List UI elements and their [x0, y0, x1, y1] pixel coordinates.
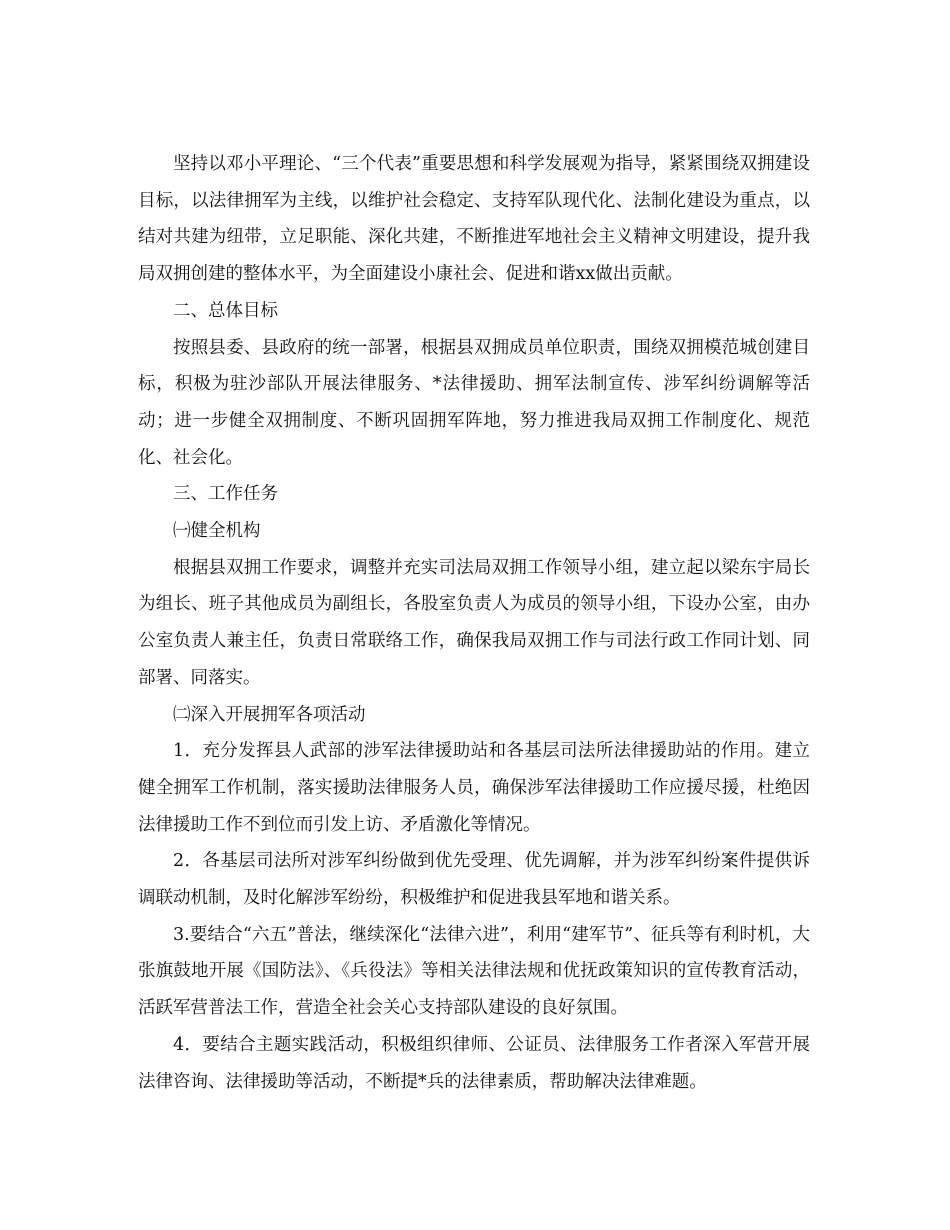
document-body: [138, 146, 810, 1100]
subheading-organization: ㈠健全机构: [173, 521, 261, 542]
paragraph-overall-goals: 按照县委、县政府的统一部署，根据县双拥成员单位职责，围绕双拥模范城创建目标，积极为驻沙部队开展法律服务、*法律援助、拥军法制宣传、涉军纠纷调解等活动；进一步健全双拥制度、不断巩固拥军阵地，努力推进我局双拥工作制度化、规范化、社会化。: [138, 337, 810, 468]
subheading-activities: ㈡深入开展拥军各项活动: [173, 704, 366, 725]
paragraph-organization: 根据县双拥工作要求，调整并充实司法局双拥工作领导小组，建立起以梁东宇局长为组长、班子其他成员为副组长，各股室负责人为成员的领导小组，下设办公室，由办公室负责人兼主任，负责日常联络工作，确保我局双拥工作与司法行政工作同计划、同部署、同落实。: [138, 557, 810, 688]
paragraph-guiding-ideology: 坚持以邓小平理论、“三个代表”重要思想和科学发展观为指导，紧紧围绕双拥建设目标，以法律拥军为主线，以维护社会稳定、支持军队现代化、法制化建设为重点，以结对共建为纽带，立足职能、深化共建，不断推进军地社会主义精神文明建设，提升我局双拥创建的整体水平，为全面建设小康社会、促进和谐xx做出贡献。: [138, 154, 810, 285]
list-item-4: 4．要结合主题实践活动，积极组织律师、公证员、法律服务工作者深入军营开展法律咨询、法律援助等活动，不断提*兵的法律素质，帮助解决法律难题。: [138, 1034, 810, 1092]
list-item-3: 3.要结合“六五”普法，继续深化“法律六进”，利用“建军节”、征兵等有利时机，大张旗鼓地开展《国防法》、《兵役法》等相关法律法规和优抚政策知识的宣传教育活动，活跃军营普法工作，营造全社会关心支持部队建设的良好氛围。: [138, 924, 810, 1019]
list-item-1: 1．充分发挥县人武部的涉军法律援助站和各基层司法所法律援助站的作用。建立健全拥军工作机制，落实援助法律服务人员，确保涉军法律援助工作应援尽援，杜绝因法律援助工作不到位而引发上访、矛盾激化等情况。: [138, 741, 810, 835]
heading-work-tasks: 三、工作任务: [173, 484, 278, 505]
list-item-2: 2．各基层司法所对涉军纠纷做到优先受理、优先调解，并为涉军纠纷案件提供诉调联动机制，及时化解涉军纷纷，积极维护和促进我县军地和谐关系。: [138, 851, 810, 909]
heading-overall-goals: 二、总体目标: [173, 300, 278, 321]
